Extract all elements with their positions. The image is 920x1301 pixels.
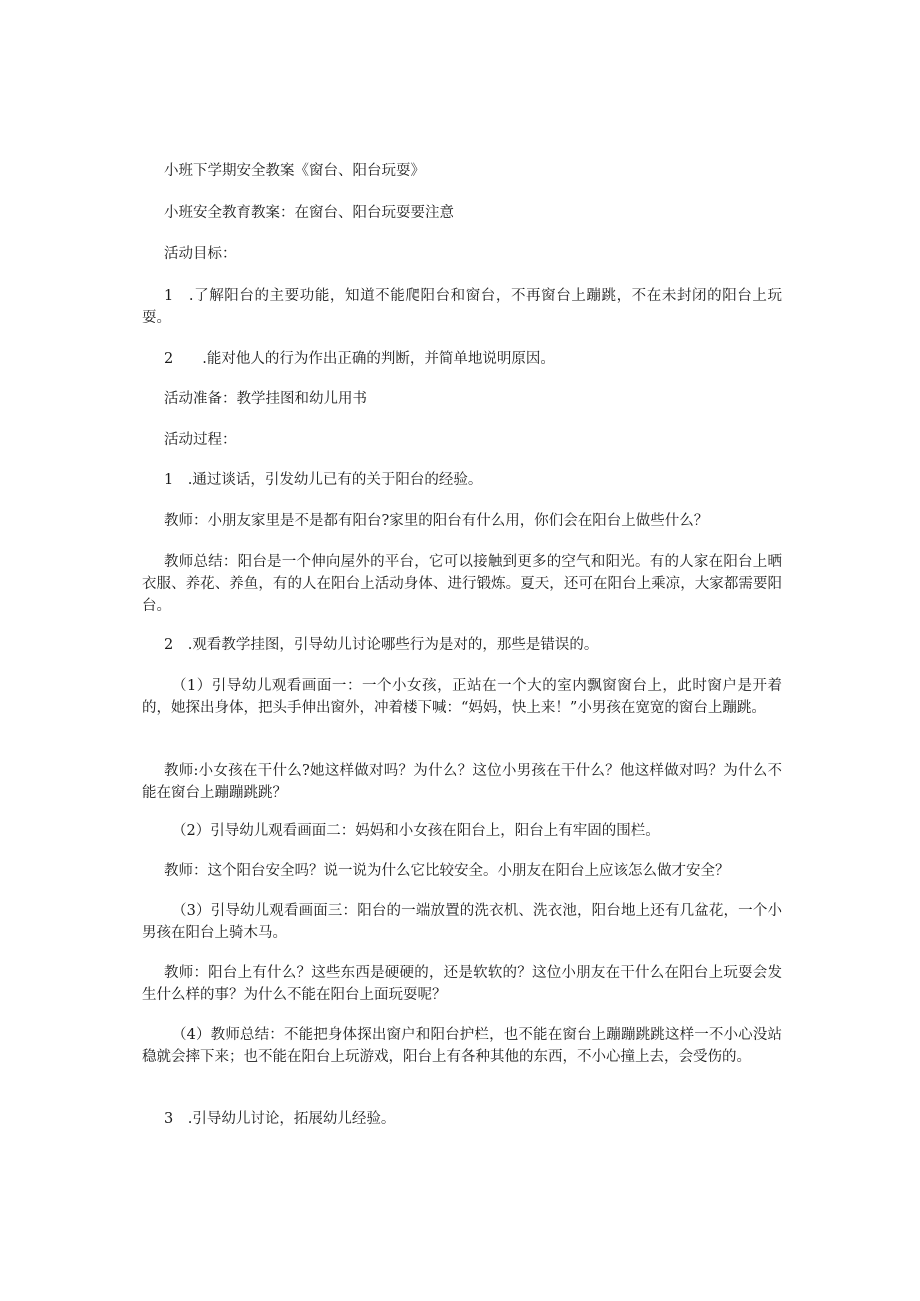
step-1: 1 .通过谈话，引发幼儿已有的关于阳台的经验。 [164, 472, 483, 488]
picture-2-description: （2）引导幼儿观看画面二：妈妈和小女孩在阳台上，阳台上有牢固的围栏。 [172, 823, 660, 839]
teacher-question-3: 教师：这个阳台安全吗？说一说为什么它比较安全。小朋友在阳台上应该怎么做才安全？ [164, 863, 730, 879]
process-heading: 活动过程： [164, 432, 237, 448]
document-title: 小班下学期安全教案《窗台、阳台玩耍》 [164, 163, 425, 179]
goal-2: 2 .能对他人的行为作出正确的判断，并简单地说明原因。 [164, 351, 555, 367]
teacher-question-4: 教师：阳台上有什么？这些东西是硬硬的，还是软软的？这位小朋友在干什么在阳台上玩耍会发生什么样的事？为什么不能在阳台上面玩耍呢？ [142, 965, 782, 1003]
picture-3-description: （3）引导幼儿观看画面三：阳台的一端放置的洗衣机、洗衣池，阳台地上还有几盆花，一个小男孩在阳台上骑木马。 [142, 903, 782, 941]
document-subtitle: 小班安全教育教案：在窗台、阳台玩耍要注意 [164, 205, 454, 221]
picture-1-description: （1）引导幼儿观看画面一：一个小女孩，正站在一个大的室内飘窗窗台上，此时窗户是开着的，她探出身体，把头手伸出窗外，冲着楼下喊：“妈妈，快上来！”小男孩在宽宽的窗台上蹦跳。 [142, 678, 782, 716]
teacher-summary-1: 教师总结：阳台是一个伸向屋外的平台，它可以接触到更多的空气和阳光。有的人家在阳台上晒衣服、养花、养鱼，有的人在阳台上活动身体、进行锻炼。夏天，还可在阳台上乘凉，大家都需要阳台。 [142, 554, 782, 614]
preparation: 活动准备：教学挂图和幼儿用书 [164, 391, 367, 407]
goals-heading: 活动目标： [164, 246, 237, 262]
step-3: 3 .引导幼儿讨论，拓展幼儿经验。 [164, 1111, 396, 1127]
step-2: 2 .观看教学挂图，引导幼儿讨论哪些行为是对的，那些是错误的。 [164, 637, 599, 653]
teacher-question-2: 教师:小女孩在干什么?她这样做对吗？为什么？这位小男孩在干什么？他这样做对吗？为什么不能在窗台上蹦蹦跳跳？ [142, 763, 782, 801]
teacher-summary-2: （4）教师总结：不能把身体探出窗户和阳台护栏，也不能在窗台上蹦蹦跳跳这样一不小心没站稳就会摔下来；也不能在阳台上玩游戏，阳台上有各种其他的东西，不小心撞上去，会受伤的。 [142, 1027, 782, 1065]
teacher-question-1: 教师：小朋友家里是不是都有阳台?家里的阳台有什么用，你们会在阳台上做些什么？ [164, 513, 709, 529]
goal-1: 1 .了解阳台的主要功能，知道不能爬阳台和窗台，不再窗台上蹦跳，不在未封闭的阳台上玩耍。 [142, 288, 782, 326]
